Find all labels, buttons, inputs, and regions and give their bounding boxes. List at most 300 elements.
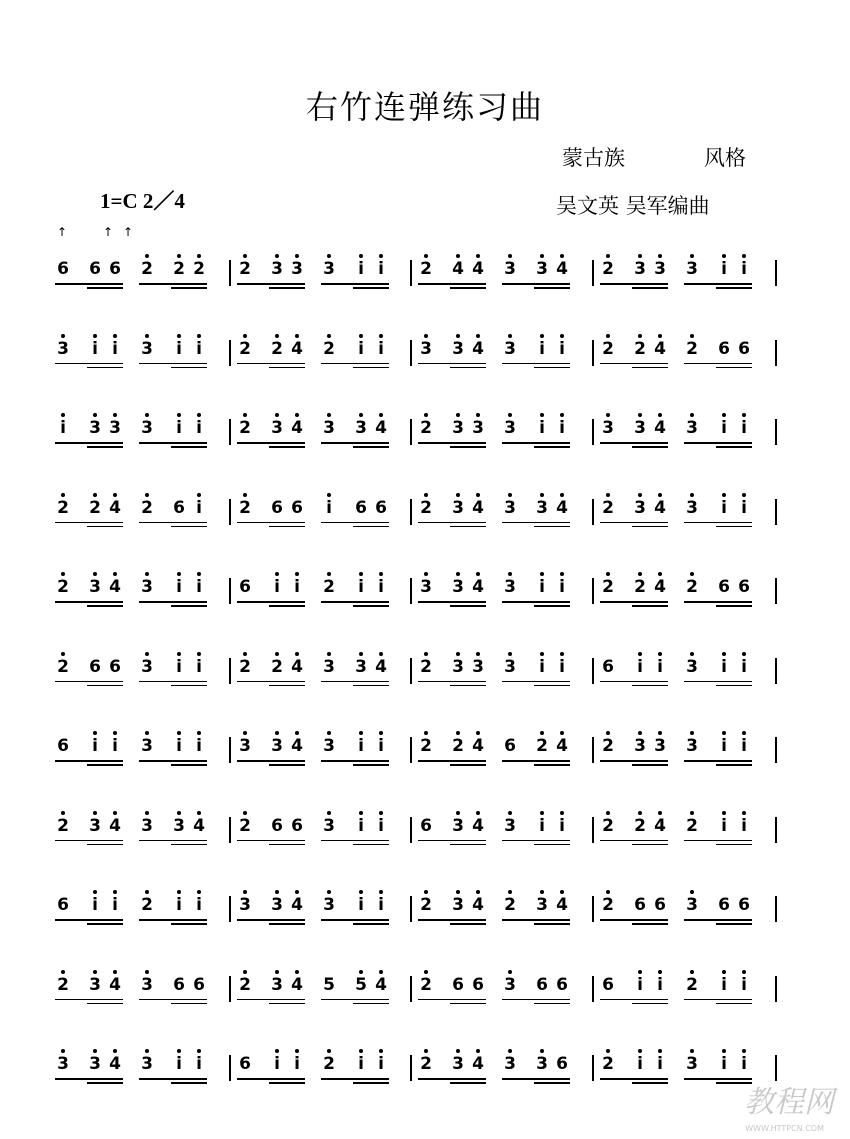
measure — [237, 709, 407, 788]
note: 2 — [686, 974, 698, 995]
high-octave-dot — [93, 572, 97, 576]
note: 6 — [718, 577, 730, 597]
key-signature: 1=C 2／4 — [100, 189, 185, 213]
technique-arrow-mark: ↑ — [123, 225, 134, 239]
note: 3 — [654, 259, 666, 279]
sixteenth-underline — [450, 1003, 486, 1005]
note: 3 — [504, 259, 516, 279]
bar-line — [229, 499, 231, 525]
beat-underline — [502, 999, 570, 1001]
note: 3 — [291, 259, 303, 279]
sixteenth-underline — [87, 367, 123, 369]
bar-line — [775, 260, 777, 286]
note: 2 — [323, 338, 335, 359]
note: 3 — [420, 577, 432, 597]
note: 3 — [271, 895, 283, 915]
sixteenth-underline — [450, 446, 486, 448]
beat-underline — [684, 840, 752, 842]
note: i — [721, 418, 727, 438]
sixteenth-underline — [353, 1003, 389, 1005]
note: 6 — [536, 974, 548, 995]
beat-underline — [237, 681, 305, 683]
note: 3 — [504, 1054, 516, 1074]
measure — [55, 1027, 225, 1106]
note: 4 — [654, 497, 666, 518]
note: 2 — [420, 736, 432, 756]
high-octave-dot — [658, 493, 662, 497]
measure — [237, 232, 407, 311]
high-octave-dot — [690, 572, 694, 576]
beat-underline — [684, 522, 752, 524]
note: 2 — [57, 974, 69, 995]
beat-underline — [55, 760, 123, 762]
high-octave-dot — [243, 334, 247, 338]
note: i — [721, 1054, 727, 1074]
sixteenth-underline — [353, 526, 389, 528]
note: 3 — [504, 974, 516, 995]
measure — [418, 868, 588, 947]
beat-underline — [502, 1078, 570, 1080]
note: 2 — [193, 259, 205, 279]
score-line — [55, 709, 785, 789]
beat-underline — [418, 442, 486, 444]
note: 2 — [420, 1054, 432, 1074]
bar-line — [775, 817, 777, 843]
bar-line — [229, 419, 231, 445]
note: 6 — [654, 895, 666, 915]
sixteenth-underline — [87, 923, 123, 925]
measure — [237, 630, 407, 709]
beat-underline — [418, 760, 486, 762]
note: 3 — [355, 418, 367, 438]
sixteenth-underline — [716, 923, 752, 925]
note: 3 — [504, 497, 516, 518]
note: 3 — [452, 338, 464, 359]
high-octave-dot — [456, 1049, 460, 1053]
high-octave-dot — [476, 731, 480, 735]
high-octave-dot — [658, 731, 662, 735]
note: 3 — [634, 497, 646, 518]
note: i — [741, 974, 747, 995]
beat-underline — [139, 760, 207, 762]
beat-underline — [600, 283, 668, 285]
high-octave-dot — [177, 731, 181, 735]
score-line — [55, 789, 785, 869]
measure — [418, 312, 588, 391]
note: 6 — [239, 1054, 251, 1074]
note: i — [721, 974, 727, 995]
sixteenth-underline — [450, 764, 486, 766]
high-octave-dot — [722, 811, 726, 815]
high-octave-dot — [177, 811, 181, 815]
high-octave-dot — [177, 890, 181, 894]
note: i — [60, 418, 66, 438]
note: 3 — [686, 418, 698, 438]
note: 6 — [602, 656, 614, 677]
sixteenth-underline — [171, 764, 207, 766]
beat-underline — [684, 681, 752, 683]
high-octave-dot — [275, 652, 279, 656]
sixteenth-underline — [534, 844, 570, 846]
note: i — [196, 577, 202, 597]
note: 3 — [686, 895, 698, 915]
note: 4 — [375, 418, 387, 438]
high-octave-dot — [327, 1049, 331, 1053]
score-line — [55, 868, 785, 948]
note: 2 — [504, 895, 516, 915]
note: 4 — [654, 577, 666, 597]
beat-underline — [600, 601, 668, 603]
beat-underline — [237, 522, 305, 524]
high-octave-dot — [379, 254, 383, 258]
beat-underline — [684, 760, 752, 762]
note: 2 — [239, 815, 251, 836]
measure — [418, 630, 588, 709]
sixteenth-underline — [171, 685, 207, 687]
note: 5 — [323, 974, 335, 995]
beat-underline — [502, 760, 570, 762]
sixteenth-underline — [171, 1082, 207, 1084]
high-octave-dot — [690, 811, 694, 815]
bar-line — [410, 499, 412, 525]
bar-line — [592, 658, 594, 684]
high-octave-dot — [476, 811, 480, 815]
beat-underline — [684, 363, 752, 365]
high-octave-dot — [476, 652, 480, 656]
bar-line — [775, 896, 777, 922]
beat-underline — [321, 681, 389, 683]
note: i — [721, 815, 727, 836]
bar-line — [410, 340, 412, 366]
high-octave-dot — [93, 1049, 97, 1053]
note: 2 — [420, 656, 432, 677]
note: i — [358, 1054, 364, 1074]
note: 3 — [654, 736, 666, 756]
high-octave-dot — [508, 652, 512, 656]
beat-underline — [55, 681, 123, 683]
note: i — [378, 736, 384, 756]
high-octave-dot — [424, 731, 428, 735]
note: 3 — [504, 656, 516, 677]
note: 3 — [323, 656, 335, 677]
sixteenth-underline — [716, 605, 752, 607]
score-title: 右竹连弹练习曲 — [305, 88, 544, 126]
high-octave-dot — [113, 572, 117, 576]
high-octave-dot — [197, 890, 201, 894]
note: 3 — [271, 736, 283, 756]
note: 2 — [452, 736, 464, 756]
note: 2 — [634, 338, 646, 359]
beat-underline — [237, 283, 305, 285]
beat-underline — [502, 840, 570, 842]
sixteenth-underline — [450, 287, 486, 289]
beat-underline — [502, 442, 570, 444]
high-octave-dot — [295, 970, 299, 974]
high-octave-dot — [424, 254, 428, 258]
sixteenth-underline — [450, 367, 486, 369]
note: i — [358, 895, 364, 915]
note: 6 — [89, 656, 101, 677]
note: 3 — [472, 656, 484, 677]
note: 3 — [536, 1054, 548, 1074]
beat-underline — [139, 919, 207, 921]
beat-underline — [237, 760, 305, 762]
sixteenth-underline — [353, 1082, 389, 1084]
sixteenth-underline — [171, 446, 207, 448]
high-octave-dot — [113, 413, 117, 417]
beat-underline — [139, 1078, 207, 1080]
beat-underline — [418, 999, 486, 1001]
sixteenth-underline — [632, 923, 668, 925]
high-octave-dot — [243, 890, 247, 894]
high-octave-dot — [690, 493, 694, 497]
note: 6 — [109, 656, 121, 677]
high-octave-dot — [424, 572, 428, 576]
high-octave-dot — [197, 572, 201, 576]
high-octave-dot — [456, 254, 460, 258]
sixteenth-underline — [534, 605, 570, 607]
high-octave-dot — [424, 493, 428, 497]
note: 6 — [634, 895, 646, 915]
beat-underline — [321, 840, 389, 842]
note: i — [721, 497, 727, 518]
measure — [55, 789, 225, 868]
note: 3 — [504, 577, 516, 597]
high-octave-dot — [275, 970, 279, 974]
note: 2 — [420, 497, 432, 518]
high-octave-dot — [145, 890, 149, 894]
bar-line — [229, 896, 231, 922]
bar-line — [775, 976, 777, 1002]
watermark-url: WWW.HTTPCN.COM — [745, 1124, 824, 1133]
high-octave-dot — [177, 1049, 181, 1053]
sixteenth-underline — [353, 287, 389, 289]
high-octave-dot — [177, 572, 181, 576]
bar-line — [592, 499, 594, 525]
beat-underline — [139, 442, 207, 444]
note: i — [741, 418, 747, 438]
note: 4 — [109, 815, 121, 836]
high-octave-dot — [197, 493, 201, 497]
high-octave-dot — [606, 731, 610, 735]
note: i — [539, 418, 545, 438]
high-octave-dot — [638, 970, 642, 974]
high-octave-dot — [197, 1049, 201, 1053]
beat-underline — [600, 522, 668, 524]
high-octave-dot — [243, 970, 247, 974]
sixteenth-underline — [171, 287, 207, 289]
note: 4 — [291, 656, 303, 677]
beat-underline — [55, 840, 123, 842]
note: 3 — [141, 815, 153, 836]
high-octave-dot — [295, 890, 299, 894]
measure — [418, 232, 588, 311]
note: 5 — [355, 974, 367, 995]
beat-underline — [55, 919, 123, 921]
high-octave-dot — [359, 254, 363, 258]
bar-line — [775, 340, 777, 366]
note: i — [559, 418, 565, 438]
sixteenth-underline — [87, 844, 123, 846]
technique-arrow-mark: ↑ — [103, 225, 114, 239]
beat-underline — [684, 919, 752, 921]
beat-underline — [418, 840, 486, 842]
note: 2 — [686, 815, 698, 836]
measure — [237, 391, 407, 470]
note: 4 — [472, 895, 484, 915]
measure — [55, 630, 225, 709]
note: 6 — [452, 974, 464, 995]
bar-line — [410, 578, 412, 604]
note: 4 — [472, 338, 484, 359]
measure — [237, 312, 407, 391]
high-octave-dot — [658, 652, 662, 656]
note: 3 — [536, 895, 548, 915]
sixteenth-underline — [87, 685, 123, 687]
high-octave-dot — [359, 970, 363, 974]
high-octave-dot — [508, 254, 512, 258]
bar-line — [775, 658, 777, 684]
measure — [55, 312, 225, 391]
note: 2 — [634, 815, 646, 836]
beat-underline — [237, 840, 305, 842]
sixteenth-underline — [353, 446, 389, 448]
measure — [600, 471, 770, 550]
note: 6 — [291, 497, 303, 518]
note: 3 — [271, 974, 283, 995]
high-octave-dot — [327, 731, 331, 735]
high-octave-dot — [145, 572, 149, 576]
high-octave-dot — [606, 572, 610, 576]
beat-underline — [502, 601, 570, 603]
high-octave-dot — [275, 890, 279, 894]
high-octave-dot — [456, 811, 460, 815]
beat-underline — [684, 283, 752, 285]
beat-underline — [237, 363, 305, 365]
beat-underline — [237, 601, 305, 603]
measure — [600, 789, 770, 868]
high-octave-dot — [93, 811, 97, 815]
sixteenth-underline — [171, 367, 207, 369]
note: 2 — [239, 656, 251, 677]
bar-line — [229, 817, 231, 843]
high-octave-dot — [658, 572, 662, 576]
high-octave-dot — [93, 970, 97, 974]
note: 6 — [173, 497, 185, 518]
beat-underline — [237, 442, 305, 444]
technique-arrow-mark: ↑ — [57, 225, 68, 239]
note: 4 — [472, 259, 484, 279]
high-octave-dot — [197, 254, 201, 258]
beat-underline — [321, 760, 389, 762]
high-octave-dot — [722, 413, 726, 417]
beat-underline — [139, 681, 207, 683]
sixteenth-underline — [534, 446, 570, 448]
high-octave-dot — [722, 731, 726, 735]
sixteenth-underline — [534, 923, 570, 925]
sixteenth-underline — [450, 605, 486, 607]
high-octave-dot — [295, 731, 299, 735]
sixteenth-underline — [269, 287, 305, 289]
high-octave-dot — [61, 652, 65, 656]
high-octave-dot — [508, 413, 512, 417]
beat-underline — [139, 840, 207, 842]
note: 3 — [452, 1054, 464, 1074]
high-octave-dot — [113, 811, 117, 815]
note: 6 — [355, 497, 367, 518]
high-octave-dot — [606, 254, 610, 258]
high-octave-dot — [295, 652, 299, 656]
note: 6 — [57, 259, 69, 279]
note: i — [358, 577, 364, 597]
note: i — [721, 736, 727, 756]
high-octave-dot — [690, 652, 694, 656]
high-octave-dot — [275, 731, 279, 735]
beat-underline — [418, 601, 486, 603]
high-octave-dot — [606, 493, 610, 497]
sixteenth-underline — [716, 446, 752, 448]
beat-underline — [684, 442, 752, 444]
high-octave-dot — [145, 493, 149, 497]
note: i — [741, 497, 747, 518]
beat-underline — [418, 522, 486, 524]
high-octave-dot — [145, 652, 149, 656]
high-octave-dot — [379, 970, 383, 974]
note: i — [741, 736, 747, 756]
sixteenth-underline — [450, 685, 486, 687]
note: 3 — [420, 338, 432, 359]
high-octave-dot — [638, 811, 642, 815]
high-octave-dot — [295, 1049, 299, 1053]
note: i — [176, 418, 182, 438]
beat-underline — [418, 363, 486, 365]
note: i — [358, 338, 364, 359]
note: 6 — [89, 259, 101, 279]
high-octave-dot — [606, 1049, 610, 1053]
note: 3 — [57, 338, 69, 359]
note: 4 — [109, 974, 121, 995]
note: 3 — [239, 895, 251, 915]
beat-underline — [139, 522, 207, 524]
beat-underline — [55, 522, 123, 524]
high-octave-dot — [275, 254, 279, 258]
sixteenth-underline — [534, 367, 570, 369]
sixteenth-underline — [87, 605, 123, 607]
note: 3 — [634, 418, 646, 438]
score-line — [55, 312, 785, 392]
high-octave-dot — [540, 572, 544, 576]
beat-underline — [321, 601, 389, 603]
note: 2 — [57, 577, 69, 597]
note: 3 — [109, 418, 121, 438]
high-octave-dot — [424, 1049, 428, 1053]
measure — [237, 550, 407, 629]
note: 3 — [452, 656, 464, 677]
note: 6 — [556, 974, 568, 995]
high-octave-dot — [424, 334, 428, 338]
measure — [600, 312, 770, 391]
sixteenth-underline — [450, 923, 486, 925]
high-octave-dot — [658, 811, 662, 815]
measure — [55, 391, 225, 470]
high-octave-dot — [61, 493, 65, 497]
score-line — [55, 471, 785, 551]
high-octave-dot — [560, 334, 564, 338]
high-octave-dot — [456, 731, 460, 735]
high-octave-dot — [508, 970, 512, 974]
note: i — [539, 656, 545, 677]
note: 3 — [355, 656, 367, 677]
